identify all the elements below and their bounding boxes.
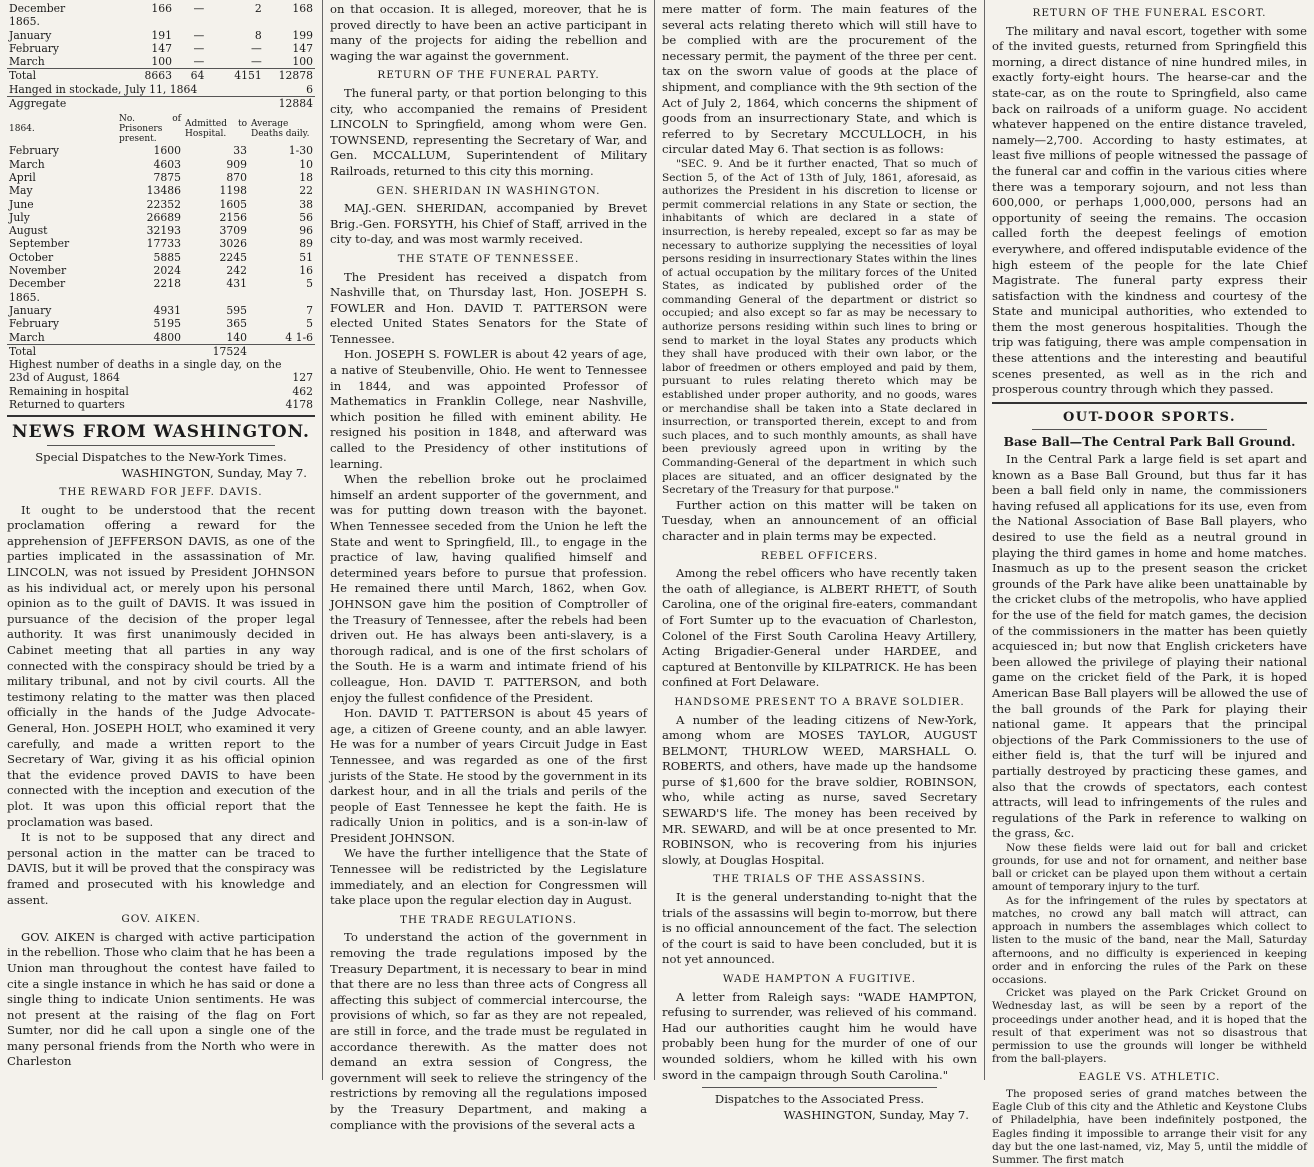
table-cell: Highest number of deaths in a single day, on the 23d of August, 1864 xyxy=(9,358,282,385)
table-cell: 4800 xyxy=(153,330,181,344)
table-cell: Remaining in hospital xyxy=(9,384,129,398)
table-row xyxy=(7,83,315,97)
subheading: THE TRIALS OF THE ASSASSINS. xyxy=(713,873,926,886)
table-cell: 191 xyxy=(151,28,172,42)
table-cell: January xyxy=(9,303,52,317)
article-paragraph: We have the further intelligence that the State of Tennessee will be redistricted by the Legislature immediately, and an election for Congressmen will take place upon the regular election day in August. xyxy=(330,846,647,908)
table-header: Admitted to Hospital. xyxy=(185,119,247,140)
table-cell: February xyxy=(9,41,60,55)
table-cell: November xyxy=(9,264,67,278)
table-cell: 4151 xyxy=(206,69,263,83)
table-cell: December xyxy=(9,2,66,15)
table-cell: 870 xyxy=(226,170,247,184)
table-header: No. of Prisoners present. xyxy=(119,114,181,145)
table-cell: 10 xyxy=(299,157,313,171)
article-paragraph: Hon. JOSEPH S. FOWLER is about 42 years of age, a native of Steubenville, Ohio. He went to Tennessee in 1844, and was appointed Professor of Mathematics in Franklin College, near Nashville, which position he filled with eminent ability. He resigned his position in 1848, and afterward was called to the Presidency of other institutions of learning. xyxy=(330,347,647,471)
table-row xyxy=(7,398,315,411)
table-cell: 199 xyxy=(292,28,313,42)
table-row xyxy=(7,2,315,15)
section-title: NEWS FROM WASHINGTON. xyxy=(12,422,310,443)
dateline: WASHINGTON, Sunday, May 7. xyxy=(121,465,307,480)
divider xyxy=(702,1087,937,1088)
table-cell: May xyxy=(9,184,33,198)
table-cell: 4603 xyxy=(153,157,181,171)
article-paragraph: on that occasion. It is alleged, moreover, that he is proved directly to have been an active participant in many of the projects for aiding the rebellion and waging the war against the government. xyxy=(330,2,647,63)
article-paragraph: In the Central Park a large field is set apart and known as a Base Ball Ground, but thus far it has been a ball field only in name, the commissioners having refused all applications for its use, even from the National Association of Base Ball players, who desired to use the field as a neutral ground in playing the third games in home and home matches. Inasmuch as up to the present season the cricket grounds of the Park have alike been unattainable by the cricket clubs of the metropolis, who have applied for the use of the field for match games, the decision of the commissioners in the matter has been quietly acquiesced in; but now that English cricketers have been allowed the privilege of playing their national game on the cricket field of the Park, it is hoped American Base Ball players will be allowed the use of the ball grounds of the Park for playing their national game. It appears that the principal objections of the Park Commissioners to the use of either field is, that the turf will be injured and partially destroyed by practicing these games, and also that the crowds of spectators, each contest attracts, will lead to infringements of the rules and regulations of the Park in reference to walking on the grass, &c. xyxy=(992,452,1307,841)
table-row xyxy=(7,55,315,69)
table-cell: 1865. xyxy=(9,15,40,29)
subheading: THE REWARD FOR JEFF. DAVIS. xyxy=(59,486,263,499)
table-cell: 5195 xyxy=(153,317,181,331)
table-cell: 1865. xyxy=(9,290,40,304)
table-cell: Total xyxy=(7,344,117,358)
table-row xyxy=(7,264,315,277)
article-paragraph: The President has received a dispatch from Nashville that, on Thursday last, Hon. JOSEPH S. FOWLER and Hon. DAVID T. PATTERSON were elected United States Senators for the State of Tennessee. xyxy=(330,269,647,346)
table-cell: 12878 xyxy=(264,69,315,83)
table-cell: 1-30 xyxy=(288,144,313,158)
table-cell: 5885 xyxy=(153,250,181,264)
table-cell: 22 xyxy=(299,184,313,198)
table-cell: December xyxy=(9,277,66,291)
table-cell: 127 xyxy=(292,371,313,385)
table-cell xyxy=(117,15,174,28)
subheading: RETURN OF THE FUNERAL ESCORT. xyxy=(1032,7,1267,19)
table-cell: 6 xyxy=(306,82,313,96)
column-2 xyxy=(322,0,654,1132)
dateline: WASHINGTON, Sunday, May 7. xyxy=(783,1107,969,1122)
table-cell: 2218 xyxy=(153,277,181,291)
table-cell: Total xyxy=(7,69,117,83)
table-cell: — xyxy=(193,2,205,15)
table-cell: 89 xyxy=(299,237,313,251)
table-cell: July xyxy=(9,210,30,224)
table-cell: — xyxy=(250,55,262,69)
subheading: REBEL OFFICERS. xyxy=(760,549,879,562)
subheading: THE STATE OF TENNESSEE. xyxy=(397,252,580,265)
article-paragraph: A letter from Raleigh says: "WADE HAMPTON, refusing to surrender, was relieved of his command. Had our authorities caught him he would have probably been hung for the murder of one of our wounded soldiers, whom he killed with his own sword in the campaign through South Carolina." xyxy=(662,989,977,1082)
table-cell: January xyxy=(9,28,52,42)
table-row xyxy=(7,358,315,385)
article-paragraph: As for the infringement of the rules by spectators at matches, no crowd any ball match will attract, can approach in numbers the assemblages which collect to listen to the music of the band, near the Mall, Saturday afternoons, and no difficulty is experienced in keeping order and in enforcing the rules of the Park on these occasions. xyxy=(992,894,1307,986)
article-paragraph: GOV. AIKEN is charged with active participation in the rebellion. Those who claim that he has been a Union man throughout the contest have failed to cite a single instance in which he has said or done a single thing to indicate Union sentiments. He was not present at the raising of the flag on Fort Sumter, nor did he call upon a single one of the many personal friends from the North who were in Charleston xyxy=(7,929,316,1069)
subheading: HANDSOME PRESENT TO A BRAVE SOLDIER. xyxy=(674,695,965,708)
divider xyxy=(47,445,275,446)
table-cell: 2024 xyxy=(153,264,181,278)
table-cell: 32193 xyxy=(146,224,181,238)
table-row xyxy=(7,224,315,237)
table-cell xyxy=(117,344,183,358)
table-header: Average Deaths daily. xyxy=(251,119,310,140)
table-cell: 140 xyxy=(226,330,247,344)
divider xyxy=(992,402,1307,404)
table-cell: 16 xyxy=(299,264,313,278)
table-row xyxy=(7,331,315,345)
table-row xyxy=(7,198,315,211)
table-cell: 1198 xyxy=(219,184,247,198)
table-cell: March xyxy=(9,157,45,171)
table-cell: 4178 xyxy=(285,398,313,412)
table-cell: 3026 xyxy=(219,237,247,251)
aggregate-row xyxy=(7,97,315,111)
divider xyxy=(1032,429,1267,430)
column-4 xyxy=(984,0,1314,1166)
table-cell: 64 xyxy=(174,69,206,83)
article-paragraph: The funeral party, or that portion belonging to this city, who accompanied the remains of President LINCOLN to Springfield, among whom were Gen. TOWNSEND, representing the Secretary of War, and Gen. MCCALLUM, Superintendent of Military Railroads, returned to this city this morning. xyxy=(330,85,647,178)
article-paragraph: It is the general understanding to-night that the trials of the assassins will begin to-morrow, but there is no official announcement of the fact. The selection of the court is said to have been concluded, but it is not yet announced. xyxy=(662,890,977,967)
table-cell: 4 1-6 xyxy=(285,330,313,344)
table-cell: 462 xyxy=(292,384,313,398)
table-cell: 365 xyxy=(226,317,247,331)
table-row xyxy=(7,184,315,197)
total-row xyxy=(7,344,315,358)
table-cell xyxy=(117,291,183,304)
table-cell xyxy=(264,15,315,28)
table-cell: August xyxy=(9,224,48,238)
table-cell: 12884 xyxy=(264,97,315,111)
article-paragraph: Hon. DAVID T. PATTERSON is about 45 years of age, a citizen of Greene county, and an able lawyer. He was for a number of years Circuit Judge in East Tennessee, and was regarded as one of the first jurists of the State. He stood by the government in its darkest hour, and in all the trials and perils of the people of East Tennessee he kept the faith. He is radically Union in politics, and is a son-in-law of President JOHNSON. xyxy=(330,706,647,845)
table-cell: 242 xyxy=(226,264,247,278)
divider xyxy=(7,415,315,417)
article-paragraph: Further action on this matter will be taken on Tuesday, when an announcement of an official character and in plain terms may be expected. xyxy=(662,497,977,543)
subheading: RETURN OF THE FUNERAL PARTY. xyxy=(377,69,600,82)
table-cell xyxy=(174,15,206,28)
table-row xyxy=(7,291,315,304)
table-cell: — xyxy=(193,55,205,69)
table-header: 1864. xyxy=(9,124,35,135)
table-row xyxy=(7,237,315,250)
table-cell: October xyxy=(9,250,54,264)
table-cell: 7875 xyxy=(153,170,181,184)
section-title: OUT-DOOR SPORTS. xyxy=(1062,409,1237,425)
table-cell: Aggregate xyxy=(7,97,264,111)
article-paragraph: It ought to be understood that the recent proclamation offering a reward for the apprehension of JEFFERSON DAVIS, as one of the parties implicated in the assassination of Mr. LINCOLN, was not issued by President JOHNSON as his individual act, or merely upon his personal opinion as to the guilt of DAVIS. It was issued in pursuance of the decision of the proper legal authority. It was first unanimously decided in Cabinet meeting that all parties in any way connected with the conspiracy should be tried by a military tribunal, and not by civil courts. All the testimony relating to the matter was then placed officially in the hands of the Judge Advocate-General, Hon. JOSEPH HOLT, who examined it very carefully, and made a written report to the Secretary of War, giving it as his official opinion that the evidence proved DAVIS to have been connected with the inception and execution of the plot. It was upon this official report that the proclamation was based. xyxy=(7,502,315,829)
table-cell: February xyxy=(9,144,60,158)
table-cell: Returned to quarters xyxy=(9,398,125,412)
table-cell: 147 xyxy=(151,41,172,55)
subheading: EAGLE VS. ATHLETIC. xyxy=(1078,1071,1221,1084)
article-paragraph: mere matter of form. The main features of the several acts relating thereto which will still have to be complied with are the procurement of the necessary permit, the payment of the three per cent. tax on the sworn value of goods at the place of shipment, and compliance with the 9th section of the Act of July 2, 1864, which concerns the shipment of goods from an insurrectionary State, and which is referred to by Secretary MCCULLOCH, in his circular dated May 6. That section is as follows: xyxy=(662,2,977,157)
table-cell: 18 xyxy=(299,170,313,184)
article-paragraph: It is not to be supposed that any direct and personal action in the matter can be traced to DAVIS, but it will be proved that the conspiracy was framed and prosecuted with his knowledge and assent. xyxy=(7,830,315,907)
table-cell: 96 xyxy=(299,224,313,238)
table-cell xyxy=(206,15,263,28)
table-cell: 56 xyxy=(299,210,313,224)
table-cell: 1605 xyxy=(219,197,247,211)
subheading: GEN. SHERIDAN IN WASHINGTON. xyxy=(376,184,601,197)
table-row xyxy=(7,42,315,55)
prison-notes xyxy=(7,358,315,411)
table-cell: — xyxy=(193,41,205,55)
table-cell: 5 xyxy=(306,277,313,291)
article-paragraph: A number of the leading citizens of New-York, among whom are MOSES TAYLOR, AUGUST BELMONT, THURLOW WEED, MARSHALL O. ROBERTS, and others, have made up the handsome purse of $1,600 for the brave soldier, ROBINSON, who, while acting as nurse, saved Secretary SEWARD'S life. The money has been received by MR. SEWARD, and will be at once presented to Mr. ROBINSON, who is recovering from his injuries slowly, at Douglas Hospital. xyxy=(662,712,977,867)
table-cell: March xyxy=(9,55,45,69)
dispatch-line: Dispatches to the Associated Press. xyxy=(714,1092,925,1107)
table-row xyxy=(7,158,315,171)
table-cell: March xyxy=(9,330,45,344)
article-paragraph: Among the rebel officers who have recently taken the oath of allegiance, is ALBERT RHETT, of South Carolina, one of the original fire-eaters, commandant of Fort Sumter up to the evacuation of Charleston, Colonel of the First South Carolina Heavy Artillery, Acting Brigadier-General under HARDEE, and captured at Bentonville by KILPATRICK. He has been confined at Fort Delaware. xyxy=(662,566,977,690)
table-cell: 5 xyxy=(306,317,313,331)
table-cell: 2245 xyxy=(219,250,247,264)
table-row xyxy=(7,317,315,330)
article-paragraph: Now these fields were laid out for ball and cricket grounds, for use and not for ornament, and neither base ball or cricket can be played upon them without a certain amount of temporary injury to the turf. xyxy=(992,841,1307,894)
article-paragraph: To understand the action of the government in removing the trade regulations imposed by the Treasury Department, it is necessary to bear in mind that there are no less than three acts of Congress all affecting this subject of commercial intercourse, the provisions of which, so far as they are not repealed, are still in force, and the trade must be regulated in accordance therewith. As the matter does not demand an extra session of Congress, the government will seek to relieve the stringency of the restrictions by removing all the regulations imposed by the Treasury Department, and making a compliance with the provisions of the several acts a xyxy=(330,930,647,1132)
dispatch-line: Special Dispatches to the New-York Times. xyxy=(35,449,287,464)
table-cell: 7 xyxy=(306,303,313,317)
table-cell: June xyxy=(9,197,34,211)
table-cell: 168 xyxy=(292,2,313,15)
table-cell: 3709 xyxy=(219,224,247,238)
table-cell: 100 xyxy=(151,55,172,69)
table-cell: 431 xyxy=(226,277,247,291)
table-cell: 100 xyxy=(292,55,313,69)
table-cell: February xyxy=(9,317,60,331)
table-cell: — xyxy=(250,41,262,55)
table-row xyxy=(7,304,315,317)
article-paragraph: The military and naval escort, together with some of the invited guests, returned from Springfield this morning, a direct distance of nine hundred miles, in exactly forty-eight hours. The hearse-car and the state-car, as on the route to Springfield, also came back on railroads of a uniform guage. No accident whatever happened on the entire distance traveled, namely—2,700. According to hasty estimates, at least five millions of people witnessed the passage of the funeral car and coffin in the various cities where there was a temporary sojourn, and not less than 600,000, or perhaps 1,000,000, persons had an opportunity of seeing the remains. The occasion called forth the deepest feelings of emotion everywhere, and offered indisputable evidence of the high esteem of the people for the late Chief Magistrate. The funeral party express their satisfaction with the kindness and courtesy of the State and municipal authorities, who extended to them the most generous hospitalities. Though the trip was fatiguing, there was ample compensation in these attentions and the interesting and beautiful scenes presented, as well as in the rich and prosperous country through which they passed. xyxy=(992,23,1307,397)
article-paragraph: Cricket was played on the Park Cricket Ground on Wednesday last, as will be seen by a report of the proceedings under another head, and it is hoped that the result of that experiment was not so disastrous that permission to use the grounds will longer be withheld from the ball-players. xyxy=(992,987,1307,1066)
table-cell: 17733 xyxy=(146,237,181,251)
table-cell: 595 xyxy=(226,303,247,317)
table-cell: 4931 xyxy=(153,303,181,317)
table-row xyxy=(7,171,315,184)
table-cell: 166 xyxy=(151,2,172,15)
table-cell: 147 xyxy=(292,41,313,55)
article-paragraph: When the rebellion broke out he proclaimed himself an ardent supporter of the government, and was for putting down treason with the bayonet. When Tennessee seceded from the Union he left the State and went to Springfield, Ill., to engage in the practice of law, having qualified himself and determined years before to pursue that profession. He remained there until March, 1862, when Gov. JOHNSON gave him the position of Comptroller of the Treasury of Tennessee, after the rebels had been driven out. He has always been anti-slavery, is a thorough radical, and is one of the first scholars of the South. He is a warm and intimate friend of his colleague, Hon. DAVID T. PATTERSON, and both enjoy the fullest confidence of the President. xyxy=(330,472,647,705)
subheading: WADE HAMPTON A FUGITIVE. xyxy=(722,973,917,985)
table-cell: 2 xyxy=(254,2,262,15)
table-cell: September xyxy=(9,237,70,251)
statute-quote: "SEC. 9. And be it further enacted, That so much of Section 5, of the Act of 13th of July, 1861, aforesaid, as authorizes the President in his discretion to license or permit commercial relations in any State or section, the inhabitants of which are declared in a state of insurrection, is hereby repealed, except so far as may be necessary to authorize supplying the necessities of loyal persons residing in insurrectionary States within the lines of actual occupation by the military forces of the United States, as indicated by published order of the commanding General of the department or district so occupied; and also except so far as may be necessary to authorize persons residing within such lines to bring or send to market in the loyal States any products which they shall have produced with their own labor, or the labor of freedmen or others employed and paid by them, pursuant to rules relating thereto which may be established under proper authority, and no goods, wares or merchandise shall be taken into a State declared in insurrection, or transported therein, except to and from such places, and to such monthly amounts, as shall have been previously agreed upon in writing by the Commanding-General of the department in which such places are situated, and an officer designated by the Secretary of the Treasury for that purpose." xyxy=(662,157,977,497)
total-row xyxy=(7,69,315,83)
table-row xyxy=(7,385,315,398)
article-subtitle: Base Ball—The Central Park Ball Ground. xyxy=(1003,434,1296,450)
table-cell: 909 xyxy=(226,157,247,171)
table-row xyxy=(7,277,315,290)
table-row xyxy=(7,144,315,157)
monthly-prisoner-table xyxy=(7,114,315,358)
table-cell: 8 xyxy=(254,28,262,42)
table-cell xyxy=(183,291,249,304)
table-cell: 8663 xyxy=(117,69,174,83)
table-row xyxy=(7,251,315,264)
article-paragraph: The proposed series of grand matches between the Eagle Club of this city and the Athletic and Keystone Clubs of Philadelphia, have been indefinitely postponed, the Eagles finding it impossible to arrange their visit for any day but the one last-named, viz, May 5, until the middle of Summer. The first match xyxy=(992,1087,1307,1166)
table-cell: Hanged in stockade, July 11, 1864 xyxy=(9,82,198,96)
table-cell: 51 xyxy=(299,250,313,264)
table-row xyxy=(7,15,315,28)
subheading: THE TRADE REGULATIONS. xyxy=(400,913,577,926)
table-cell: 22352 xyxy=(146,197,181,211)
table-cell: 38 xyxy=(299,197,313,211)
column-1 xyxy=(0,0,322,1080)
table-cell: 17524 xyxy=(183,344,249,358)
subheading: GOV. AIKEN. xyxy=(121,913,201,926)
table-cell: 2156 xyxy=(219,210,247,224)
table-cell: April xyxy=(9,170,36,184)
column-3 xyxy=(654,0,984,1122)
table-cell: 13486 xyxy=(146,184,181,198)
table-row xyxy=(7,211,315,224)
table-cell xyxy=(249,344,315,358)
article-paragraph: MAJ.-GEN. SHERIDAN, accompanied by Brevet Brig.-Gen. FORSYTH, his Chief of Staff, arrived in the city to-day, and was most warmly received. xyxy=(330,201,647,247)
table-row xyxy=(7,29,315,42)
table-cell: — xyxy=(193,28,205,42)
table-cell: 26689 xyxy=(146,210,181,224)
table-cell xyxy=(249,291,315,304)
table-cell: 1600 xyxy=(153,144,181,158)
table-cell: 33 xyxy=(233,144,247,158)
prisoner-summary-table xyxy=(7,2,315,110)
